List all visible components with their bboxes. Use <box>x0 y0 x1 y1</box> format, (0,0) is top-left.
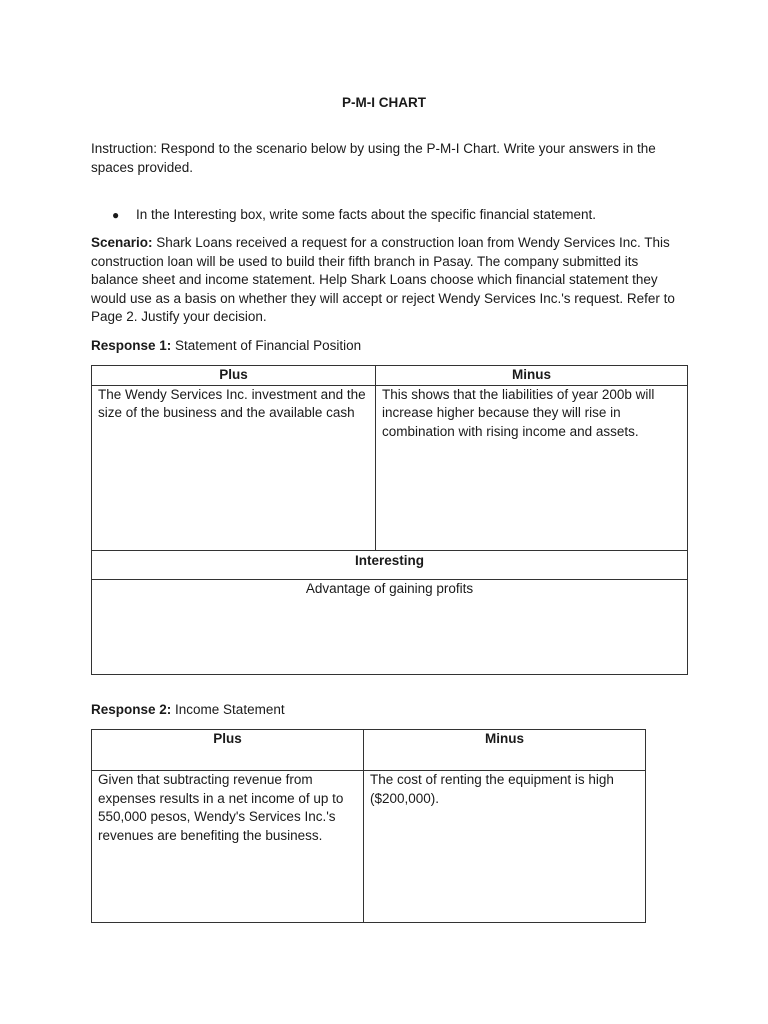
response-2-plus-cell: Given that subtracting revenue from expenses results in a net income of up to 550,000 pesos, Wendy's Services Inc.'s revenues are benefiting the business. <box>92 771 364 923</box>
scenario-label: Scenario: <box>91 235 153 250</box>
response-1-plus-header: Plus <box>92 366 376 386</box>
response-1-subject: Statement of Financial Position <box>171 338 362 353</box>
response-1-table <box>91 365 688 675</box>
response-1-minus-header: Minus <box>376 366 688 386</box>
response-2-minus-header: Minus <box>364 730 646 771</box>
response-1-interesting-header: Interesting <box>92 550 688 579</box>
response-1-plus-cell: The Wendy Services Inc. investment and the size of the business and the available cash <box>92 385 376 550</box>
instruction-text: Instruction: Respond to the scenario below by using the P-M-I Chart. Write your answers in the spaces provided. <box>91 141 656 175</box>
scenario-text: Shark Loans received a request for a construction loan from Wendy Services Inc. This construction loan will be used to build their fifth branch in Pasay. The company submitted its balance sheet and income statement. Help Shark Loans choose which financial statement they would use as a basis on whether they will accept or reject Wendy Services Inc.'s request. Refer to Page 2. Justify your decision. <box>91 235 675 324</box>
response-2-label: Response 2: <box>91 702 172 717</box>
response-2-table <box>91 729 646 923</box>
response-2-subject: Income Statement <box>171 702 285 717</box>
page-title: P-M-I CHART <box>342 95 426 110</box>
bullet-list-item <box>112 206 692 225</box>
response-2-plus-header: Plus <box>92 730 364 771</box>
response-2-heading <box>91 701 285 720</box>
bullet-icon: ● <box>112 208 120 222</box>
bullet-text: In the Interesting box, write some facts about the specific financial statement. <box>136 207 596 222</box>
response-2-minus-cell: The cost of renting the equipment is high ($200,000). <box>364 771 646 923</box>
response-1-interesting-cell: Advantage of gaining profits <box>92 579 688 674</box>
response-1-heading <box>91 337 361 356</box>
scenario-paragraph <box>91 234 681 327</box>
response-1-minus-cell: This shows that the liabilities of year 200b will increase higher because they will rise in combination with rising income and assets. <box>376 385 688 550</box>
response-1-label: Response 1: <box>91 338 172 353</box>
